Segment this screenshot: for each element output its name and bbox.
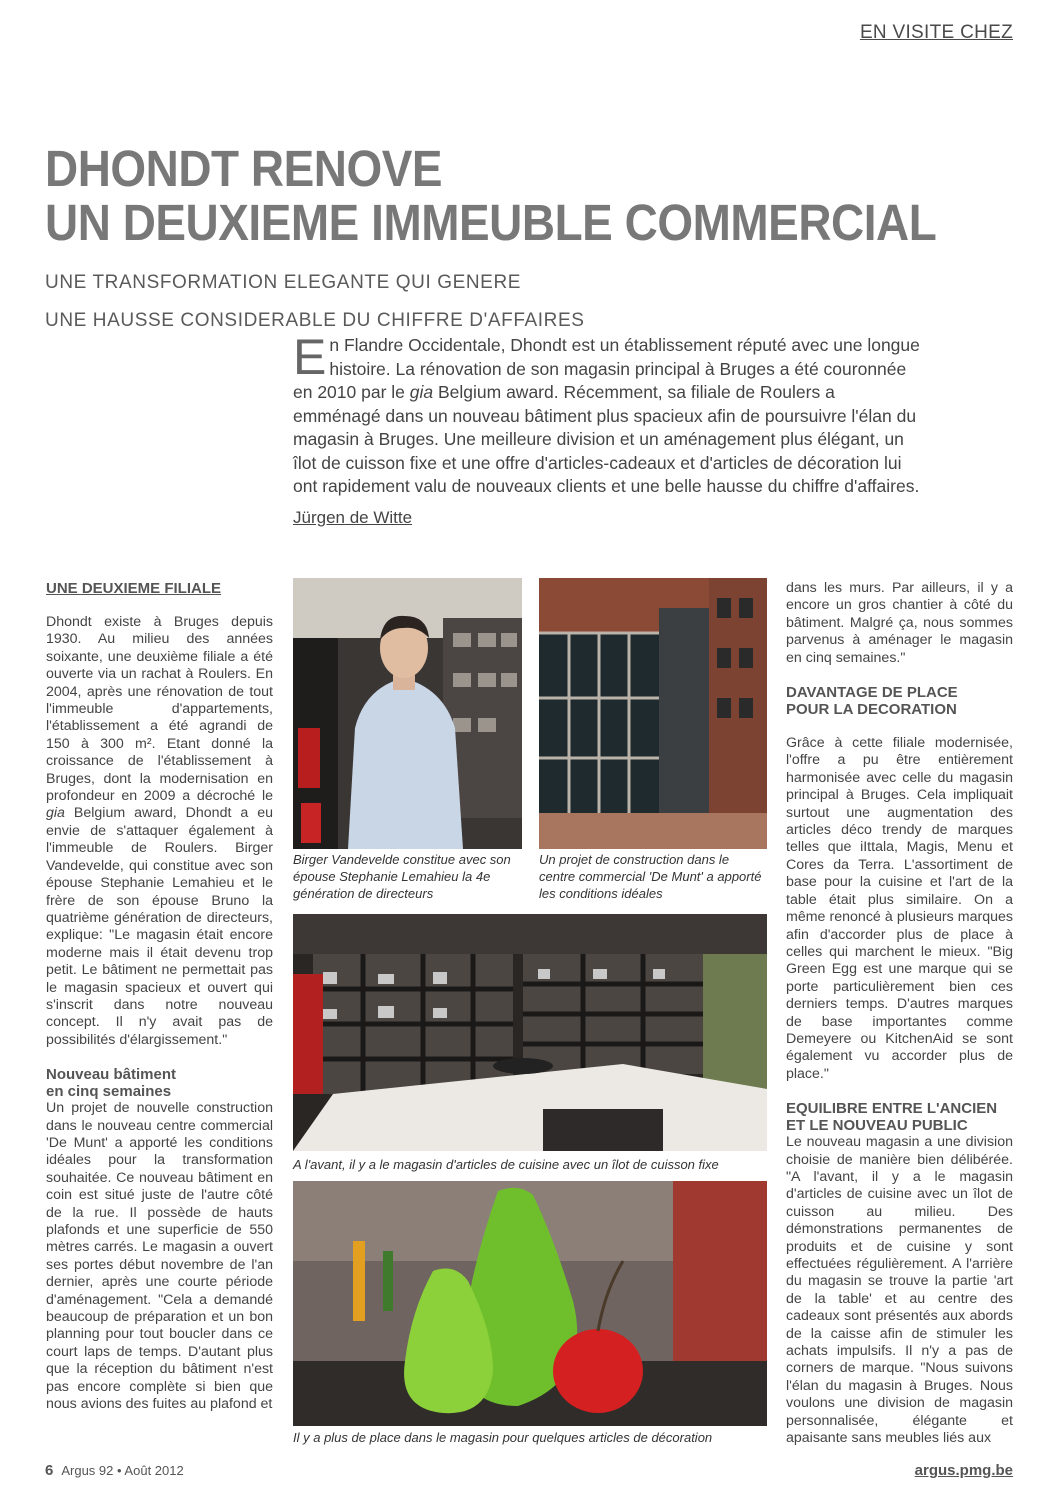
p1-part-b: Belgium award, Dhondt a eu envie de s'attaquer également à l'immeuble de Roulers. Birger Vandevelde, qui constitue avec son épouse Stephanie Lemahieu et le frère de son épouse Bruno la quatrième génération de directeurs, explique: "Le magasin était encore moderne mais il était devenu trop petit. Le bâtiment ne permettait pas le magasin spacieux et ouvert qui s'inscrit dans notre nouveau concept. Il n'y avait pas de possibilités d'élargissement." [46,805,273,1048]
caption-photo-3: A l'avant, il y a le magasin d'articles de cuisine avec un îlot de cuisson fixe [293,1157,719,1172]
article-title [45,142,936,250]
author-byline: Jürgen de Witte [293,508,413,527]
heading2-line2: en cinq semaines [46,1083,172,1101]
heading-r2-line1: EQUILIBRE ENTRE L'ANCIEN [786,1100,998,1118]
intro-text-italic: gia [409,382,434,402]
title-line-2: UN DEUXIEME IMMEUBLE COMMERCIAL [45,194,937,251]
heading-deuxieme-filiale: UNE DEUXIEME FILIALE [46,580,222,597]
p1-part-a: Dhondt existe à Bruges depuis 1930. Au milieu des années soixante, une deuxième filiale a été ouverte via un rachat à Roulers. En 2004, après une rénovation de tout l'immeuble d'appartements, l'établissement a été agrandi de 150 à 300 m². Etant donné la croissance de l'établissement à Bruges, dont la modernisation en profondeur en 2009 a décroché le [46,614,273,805]
intro-paragraph [293,329,923,499]
paragraph-continued: dans les murs. Par ailleurs, il y a encore un gros chantier à côté du bâtiment. Malgré ça, nous sommes parvenus à aménager le magasin en cinq semaines." [786,580,1013,666]
intro-text-a: n Flandre Occidentale, Dhondt est un établissement réputé avec une longue histoire. La rénovation de son magasin principal à Bruges a été couronnée en 2010 par le [293,335,920,402]
subtitle-line-2: UNE HAUSSE CONSIDERABLE DU CHIFFRE D'AFFAIRES [45,310,585,331]
portrait-image [293,578,522,849]
heading-equilibre [786,1100,1013,1134]
heading-nouveau-batiment [46,1066,273,1100]
building-image [539,578,767,849]
store-interior-image [293,914,767,1151]
heading-r1-line1: DAVANTAGE DE PLACE [786,684,958,702]
subtitle-line-1: UNE TRANSFORMATION ELEGANTE QUI GENERE [45,272,522,293]
heading-davantage-de-place [786,684,1013,718]
p1-italic: gia [46,805,65,822]
paragraph-decoration: Grâce à cette filiale modernisée, l'offre a pu être entièrement harmonisée avec celle du magasin principal à Bruges. Cela impliquait surtout une augmentation des articles déco trendy de marques telles que iIttala, Magis, Menu et Cores da Terra. L'assortiment de base pour la cuisine et l'art de la table était plus similaire. On a même renoncé à plusieurs marques afin d'accorder plus de place à celles qui marchent le mieux. "Big Green Egg est une marque qui se porte particulièrement bien ces derniers temps. D'autres marques de base importantes comme Demeyere ou KitchenAid se sont également vu accorder plus de place." [786,735,1013,1082]
paragraph-new-building: Un projet de nouvelle construction dans le nouveau centre commercial 'De Munt' a apporté les conditions idéales pour la transformation souhaitée. Ce nouveau bâtiment en coin est situé juste de l'autre côté de la rue. Il possède de hauts plafonds et une superficie de 550 mètres carrés. Le magasin a ouvert ses portes début novembre de l'an dernier, après une courte période d'aménagement. "Cela a demandé beaucoup de préparation et un bon planning pour tout boucler dans ce court laps de temps. D'autant plus que la réception du bâtiment n'est pas encore complète si bien que nous avions des fuites au plafond et [46,1100,273,1413]
heading-r1-line2: POUR LA DECORATION [786,701,957,719]
decoration-image [293,1181,767,1426]
caption-photo-2: Un projet de construction dans le centre commercial 'De Munt' a apporté les conditions idéales [539,852,762,901]
drop-cap: E [293,329,327,385]
intro-text-b: Belgium award. Récemment, sa filiale de Roulers a emménagé dans un nouveau bâtiment plus spacieux afin de poursuivre l'élan du magasin à Bruges. Une meilleure division et un aménagement plus élégant, un îlot de cuisson fixe et une offre d'articles-cadeaux et d'articles de décoration lui ont rapidement valu de nouveaux clients et une belle hausse du chiffre d'affaires. [293,382,920,496]
footer-left [45,1462,184,1479]
photo-store-interior [293,914,767,1151]
title-line-1: DHONDT RENOVE [45,140,443,197]
heading2-line1: Nouveau bâtiment [46,1066,177,1084]
paragraph-history [46,614,273,1049]
column-left [46,580,273,1413]
paragraph-division: Le nouveau magasin a une division choisie de manière bien délibérée. "A l'avant, il y a le magasin d'articles de cuisine avec un îlot de cuisson au milieu. Des démonstrations permanentes de produits et de cuisine y sont effectuées régulièrement. A l'arrière du magasin se trouve la partie 'art de la table' et au centre des cadeaux sont présentés aux abords de la caisse afin de stimuler les achats impulsifs. Il n'y a pas de corners de marque. "Nous suivons l'élan du magasin à Bruges. Nous voulons une division de magasin personnalisée, élégante et apaisante sans meubles liés aux [786,1134,1013,1447]
footer-url[interactable]: argus.pmg.be [914,1462,1013,1479]
column-right [786,580,1013,1447]
photo-building [539,578,767,849]
issue-info: Argus 92 • Août 2012 [61,1463,184,1478]
photo-portrait [293,578,522,849]
caption-photo-4: Il y a plus de place dans le magasin pour quelques articles de décoration [293,1430,713,1445]
photo-decoration [293,1181,767,1426]
heading-r2-line2: ET LE NOUVEAU PUBLIC [786,1117,968,1135]
caption-photo-1: Birger Vandevelde constitue avec son épouse Stephanie Lemahieu la 4e génération de directeurs [293,852,511,901]
section-tag: EN VISITE CHEZ [859,22,1013,43]
page-number: 6 [45,1462,54,1479]
